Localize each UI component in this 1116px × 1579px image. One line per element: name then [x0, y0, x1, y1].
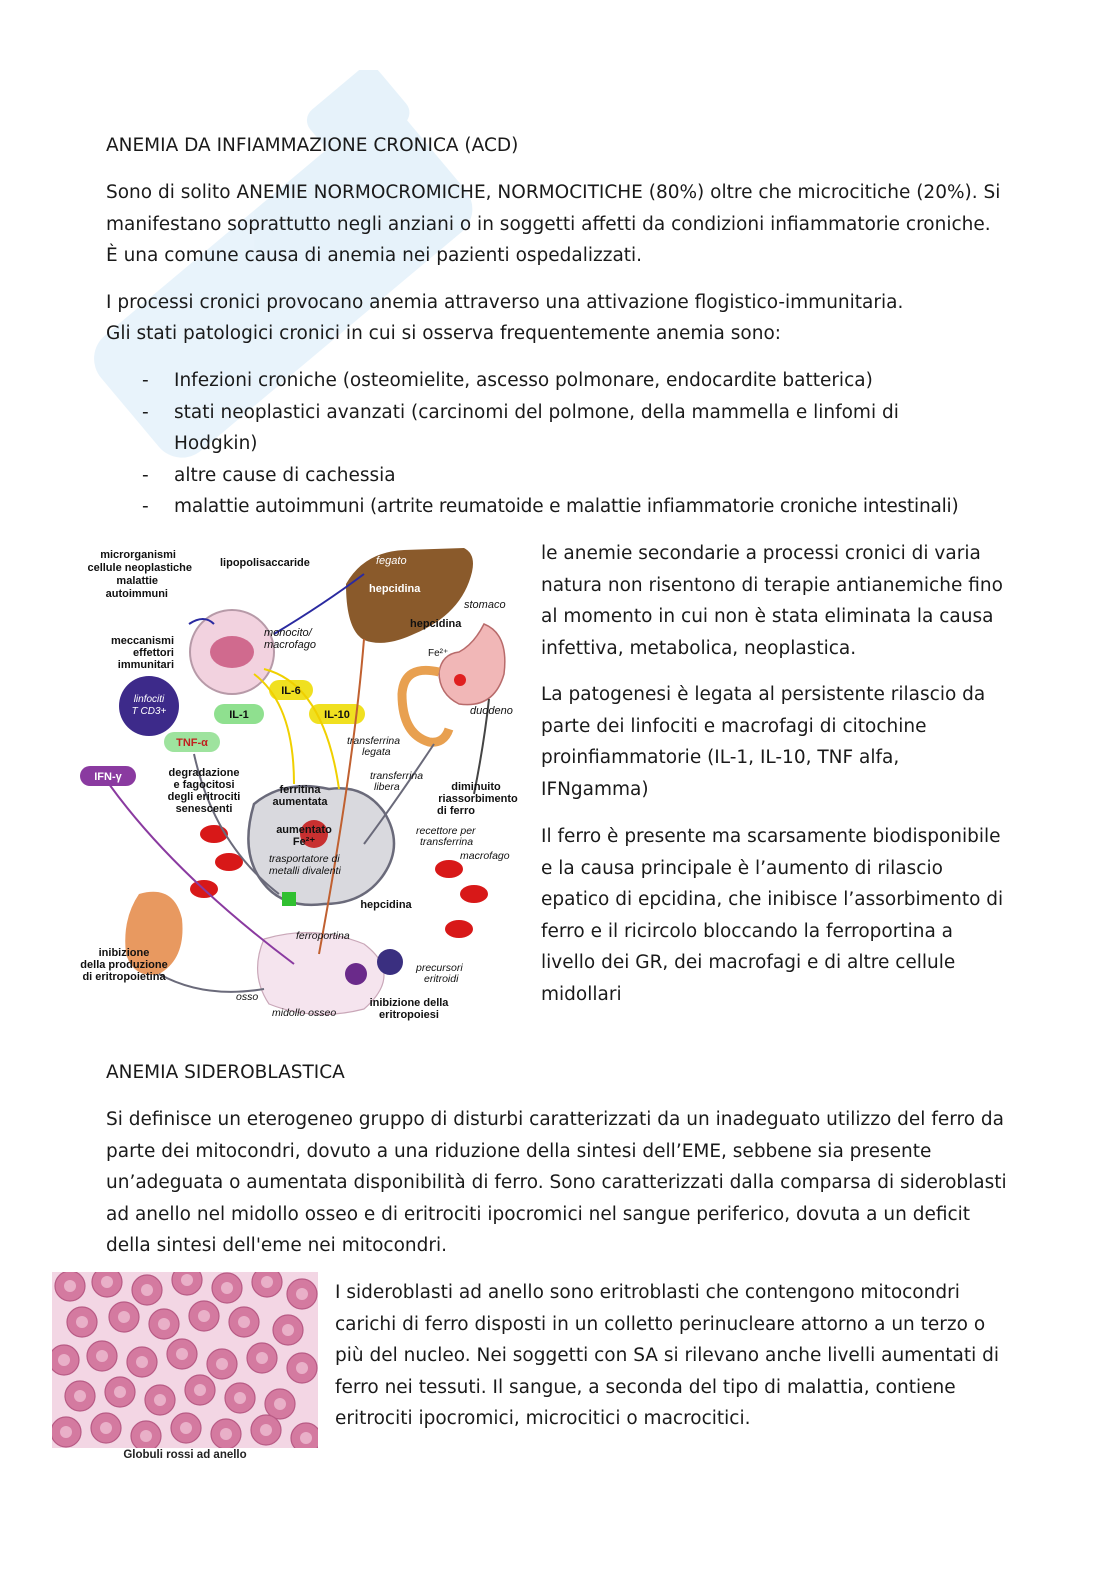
- label-effettori: effettori: [133, 647, 174, 659]
- label-eritroidi: eritroidi: [424, 973, 459, 985]
- list-item: - malattie autoimmuni (artrite reumatoide e malattie infiammatorie croniche intestinali): [106, 491, 1006, 523]
- acd-intro-paragraph: Sono di solito ANEMIE NORMOCROMICHE, NORMOCITICHE (80%) oltre che microcitiche (20%). Si manifestano soprattutto negli anziani o in soggetti affetti da condizioni infiammatorie croniche. È una comune causa di anemia nei pazienti ospedalizzati.: [106, 182, 1001, 266]
- blood-cell-center: [194, 1384, 206, 1396]
- label-il6: IL-6: [281, 685, 301, 697]
- acd-side-paragraph-1: le anemie secondarie a processi cronici di varia natura non risentono di terapie antianemiche fino al momento in cui non è stata eliminata la causa infettiva, metabolica, neoplastica.: [541, 543, 1003, 659]
- label-transferrina-rec: transferrina: [420, 836, 474, 848]
- sideroblastica-paragraph: Si definisce un eterogeneo gruppo di disturbi caratterizzati da un inadeguato utilizzo del ferro da parte dei mitocondri, dovuto a una riduzione della sintesi dell’EME, sebbene sia presente un’adeguata o aumentata disponibilità di ferro. Sono caratterizzati dalla comparsa di sideroblasti ad anello nel midollo osseo e di eritrociti ipocromici nel sangue periferico, dovuta a un deficit della sintesi dell'eme nei mitocondri.: [106, 1109, 1007, 1256]
- label-microrganismi: microrganismi: [100, 549, 176, 561]
- label-macrofago-mono: macrofago: [264, 639, 316, 651]
- label-aumentato: aumentato: [276, 824, 332, 836]
- label-trasportatore: trasportatore di: [269, 853, 340, 865]
- list-item: - altre cause di cachessia: [106, 460, 1006, 492]
- blood-cell-center: [76, 1316, 88, 1328]
- blood-cell-center: [296, 1362, 308, 1374]
- blood-cell-center: [101, 1276, 113, 1288]
- label-senescenti: senescenti: [175, 803, 233, 815]
- photo-caption: Globuli rossi ad anello: [123, 1449, 247, 1461]
- blood-cell-center: [216, 1358, 228, 1370]
- blood-cell-center: [140, 1430, 152, 1442]
- label-cellule: cellule neoplastiche: [87, 562, 192, 574]
- blood-cell-center: [74, 1390, 86, 1402]
- label-immunitari: immunitari: [117, 659, 174, 671]
- label-legata: legata: [362, 746, 391, 758]
- acd-states-line: Gli stati patologici cronici in cui si osserva frequentemente anemia sono:: [106, 323, 782, 344]
- blood-cell-center: [100, 1422, 112, 1434]
- acd-side-paragraph-2: La patogenesi è legata al persistente rilascio da parte dei linfociti e macrofagi di citochine proinfiammatorie (IL-1, IL-10, TNF alfa, IFNgamma): [541, 684, 986, 800]
- list-item: - Infezioni croniche (osteomielite, ascesso polmonare, endocardite batterica): [106, 365, 1006, 397]
- label-fe-gut: Fe²⁺: [428, 648, 449, 659]
- blood-cell-center: [158, 1318, 170, 1330]
- blood-cell-center: [282, 1324, 294, 1336]
- stomach-shape: [439, 624, 505, 705]
- label-ferroportina: ferroportina: [296, 930, 350, 942]
- blood-cell-center: [60, 1426, 72, 1438]
- label-eritrociti: degli eritrociti: [167, 791, 241, 803]
- blood-cell-center: [114, 1386, 126, 1398]
- chronic-states-list: [106, 365, 1006, 523]
- label-transferrina-libera: transferrina: [370, 770, 424, 782]
- label-libera: libera: [374, 781, 400, 793]
- sideroblastica-side-paragraph: I sideroblasti ad anello sono eritroblasti che contengono mitocondri carichi di ferro disposti in un colletto perinucleare attorno a un terzo o più del nucleo. Nei soggetti con SA si rilevano anche livelli aumentati di ferro nei tessuti. Il sangue, a seconda del tipo di malattia, contiene eritrociti ipocromici, microcitici o macrocitici.: [335, 1282, 1000, 1429]
- label-produzione: della produzione: [80, 959, 168, 971]
- label-fagocitosi: e fagocitosi: [173, 779, 235, 791]
- label-linfociti: linfociti: [133, 694, 165, 705]
- blood-cell-center: [198, 1310, 210, 1322]
- acd-side-paragraph-3: Il ferro è presente ma scarsamente biodisponibile e la causa principale è l’aumento di rilascio epatico di epcidina, che inibisce l’assorbimento di ferro e il ricircolo bloccando la ferroportina a livello dei GR, dei macrofagi e di altre cellule midollari: [541, 826, 1004, 1005]
- label-fegato: fegato: [376, 555, 407, 567]
- label-macrofago: macrofago: [460, 850, 510, 862]
- blood-cell-center: [96, 1350, 108, 1362]
- label-riassorbimento: riassorbimento: [438, 793, 518, 805]
- blood-cell-center: [300, 1432, 312, 1444]
- blood-cell-center: [220, 1428, 232, 1440]
- list-item: - stati neoplastici avanzati (carcinomi del polmone, della mammella e linfomi di Hodgkin): [106, 397, 964, 460]
- blood-cell-center: [274, 1398, 286, 1410]
- label-lipopolisaccaride: lipopolisaccaride: [220, 557, 310, 569]
- label-inibizione-eri: inibizione della: [369, 997, 449, 1009]
- label-eritropoietina: di eritropoietina: [82, 971, 166, 983]
- blood-cell-center: [221, 1282, 233, 1294]
- arrow: [159, 974, 264, 992]
- label-degradazione: degradazione: [168, 767, 240, 779]
- label-precursori: precursori: [416, 962, 463, 974]
- blood-cell-center: [260, 1424, 272, 1436]
- label-recettore: recettore per: [416, 825, 476, 837]
- label-tnf: TNF-α: [176, 737, 208, 749]
- label-inibizione-prod: inibizione: [98, 947, 150, 959]
- label-rene: rene: [150, 993, 172, 1005]
- label-autoimmuni: autoimmuni: [105, 588, 168, 600]
- label-tcd3: T CD3+: [131, 706, 167, 717]
- ring-red-cells-photo: [52, 1272, 318, 1448]
- label-aumentata: aumentata: [272, 796, 328, 808]
- blood-cell-center: [181, 1274, 193, 1286]
- label-ifn: IFN-γ: [94, 771, 122, 783]
- section-title-sideroblastica: ANEMIA SIDEROBLASTICA: [106, 1062, 345, 1083]
- label-il1: IL-1: [229, 709, 249, 721]
- blood-cell-center: [256, 1352, 268, 1364]
- label-osso: osso: [236, 991, 259, 1003]
- label-duodeno: duodeno: [470, 705, 513, 717]
- label-stomaco: stomaco: [464, 599, 506, 611]
- label-il10: IL-10: [324, 709, 350, 721]
- label-hepcidina-mac: hepcidina: [360, 899, 412, 911]
- blood-cell-center: [238, 1316, 250, 1328]
- ferroportin-channel: [282, 892, 296, 906]
- monocyte-nucleus: [210, 636, 254, 668]
- blood-cell-center: [261, 1276, 273, 1288]
- section-title-acd: ANEMIA DA INFIAMMAZIONE CRONICA (ACD): [106, 135, 519, 156]
- blood-cell-center: [176, 1348, 188, 1360]
- label-diminuito: diminuito: [451, 781, 501, 793]
- blood-cell-center: [64, 1280, 76, 1292]
- blood-cell-center: [154, 1394, 166, 1406]
- blood-cell-center: [141, 1284, 153, 1296]
- blood-cell-center: [118, 1311, 130, 1323]
- label-meccanismi: meccanismi: [111, 635, 174, 647]
- blood-cell-center: [58, 1354, 70, 1366]
- label-monocito: monocito/: [264, 627, 312, 639]
- label-hepcidina-gut: hepcidina: [410, 618, 462, 630]
- iron-absorption-dot: [454, 674, 466, 686]
- label-eritropoiesi: eritropoiesi: [379, 1009, 439, 1021]
- precursor-cell: [377, 949, 403, 975]
- blood-cell-center: [136, 1356, 148, 1368]
- acd-process-line: I processi cronici provocano anemia attraverso una attivazione flogistico-immunitaria.: [106, 292, 904, 313]
- acd-pathogenesis-diagram: [64, 544, 526, 1024]
- label-di-ferro: di ferro: [437, 805, 475, 817]
- label-fe-mac: Fe²⁺: [292, 836, 316, 848]
- precursor-cell: [345, 963, 367, 985]
- blood-cell-center: [234, 1392, 246, 1404]
- label-midollo: midollo osseo: [272, 1007, 337, 1019]
- blood-cell-center: [296, 1288, 308, 1300]
- blood-cell-center: [180, 1422, 192, 1434]
- label-metalli: metalli divalenti: [269, 865, 341, 877]
- label-hepcidina-liver: hepcidina: [369, 583, 421, 595]
- label-transferrina-legata: transferrina: [347, 735, 401, 747]
- label-malattie: malattie: [116, 575, 158, 587]
- label-ferritina: ferritina: [279, 784, 321, 796]
